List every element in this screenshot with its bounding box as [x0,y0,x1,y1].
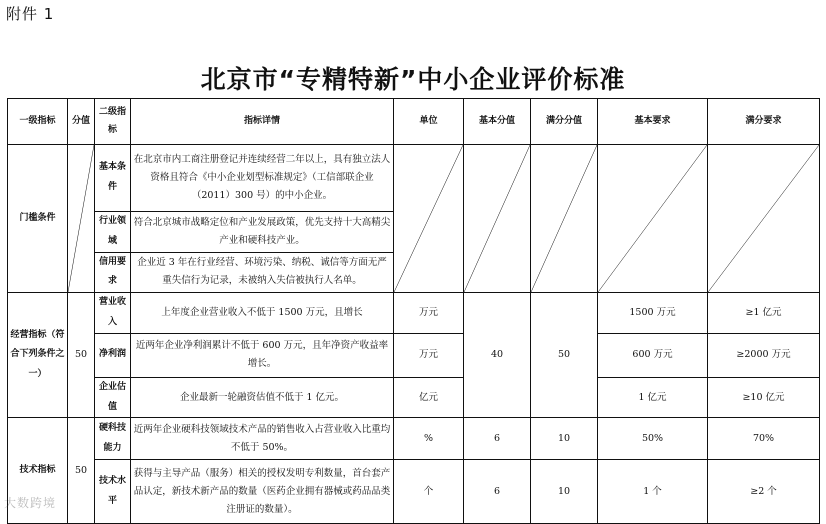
operating-detail: 上年度企业营业收入不低于 1500 万元，且增长 [131,293,394,334]
tech-full-score: 10 [531,460,598,524]
operating-full-req: ≥1 亿元 [708,293,820,334]
tech-detail: 近两年企业硬科技领域技术产品的销售收入占营业收入比重均不低于 50%。 [131,418,394,460]
threshold-full-score-blank [531,145,598,293]
header-full-score: 满分分值 [531,99,598,145]
threshold-category: 门槛条件 [8,145,68,293]
operating-full-req: ≥10 亿元 [708,377,820,418]
tech-score: 50 [68,418,95,524]
operating-detail: 企业最新一轮融资估值不低于 1 亿元。 [131,377,394,418]
header-score: 分值 [68,99,95,145]
tech-base-req: 50% [598,418,708,460]
header-level1: 一级指标 [8,99,68,145]
operating-detail: 近两年企业净利润累计不低于 600 万元，且年净资产收益率增长。 [131,333,394,377]
header-full-req: 满分要求 [708,99,820,145]
header-detail: 指标详情 [131,99,394,145]
operating-full-score: 50 [531,293,598,418]
threshold-sub: 基本条件 [95,145,131,212]
tech-unit: 个 [394,460,464,524]
threshold-sub: 行业领域 [95,212,131,253]
tech-base-score: 6 [464,460,531,524]
table-row [8,460,820,524]
operating-base-req: 1 亿元 [598,377,708,418]
operating-sub: 营业收入 [95,293,131,334]
tech-sub: 硬科技能力 [95,418,131,460]
tech-base-score: 6 [464,418,531,460]
tech-base-req: 1 个 [598,460,708,524]
tech-full-req: ≥2 个 [708,460,820,524]
operating-unit: 万元 [394,333,464,377]
tech-full-req: 70% [708,418,820,460]
criteria-table [7,98,820,524]
threshold-base-score-blank [464,145,531,293]
tech-full-score: 10 [531,418,598,460]
operating-unit: 万元 [394,293,464,334]
threshold-detail: 在北京市内工商注册登记并连续经营二年以上，具有独立法人资格且符合《中小企业划型标准规定》（工信部联企业（2011）300 号）的中小企业。 [131,145,394,212]
operating-sub: 净利润 [95,333,131,377]
threshold-detail: 符合北京城市战略定位和产业发展政策，优先支持十大高精尖产业和硬科技产业。 [131,212,394,253]
threshold-score-blank [68,145,95,293]
threshold-full-req-blank [708,145,820,293]
operating-category: 经营指标（符合下列条件之一） [8,293,68,418]
header-level2: 二级指标 [95,99,131,145]
operating-base-req: 600 万元 [598,333,708,377]
threshold-base-req-blank [598,145,708,293]
header-unit: 单位 [394,99,464,145]
operating-base-req: 1500 万元 [598,293,708,334]
table-row [8,293,820,334]
operating-unit: 亿元 [394,377,464,418]
tech-category: 技术指标 [8,418,68,524]
page-title: 北京市“专精特新”中小企业评价标准 [200,65,626,94]
tech-detail: 获得与主导产品（服务）相关的授权发明专利数量，首台套产品认定，新技术新产品的数量（医药企业拥有器械或药品品类注册证的数量）。 [131,460,394,524]
operating-full-req: ≥2000 万元 [708,333,820,377]
table-row [8,333,820,377]
table-row [8,145,820,212]
table-row [8,418,820,460]
operating-base-score: 40 [464,293,531,418]
tech-unit: % [394,418,464,460]
header-base-req: 基本要求 [598,99,708,145]
watermark: 大数跨境 [4,496,57,510]
tech-sub: 技术水平 [95,460,131,524]
table-row [8,377,820,418]
threshold-unit-blank [394,145,464,293]
header-row [8,99,820,145]
threshold-detail: 企业近 3 年在行业经营、环境污染、纳税、诚信等方面无严重失信行为记录，未被纳入失信被执行人名单。 [131,252,394,293]
annex-label: 附件 1 [6,5,55,23]
threshold-sub: 信用要求 [95,252,131,293]
operating-sub: 企业估值 [95,377,131,418]
operating-score: 50 [68,293,95,418]
header-base-score: 基本分值 [464,99,531,145]
